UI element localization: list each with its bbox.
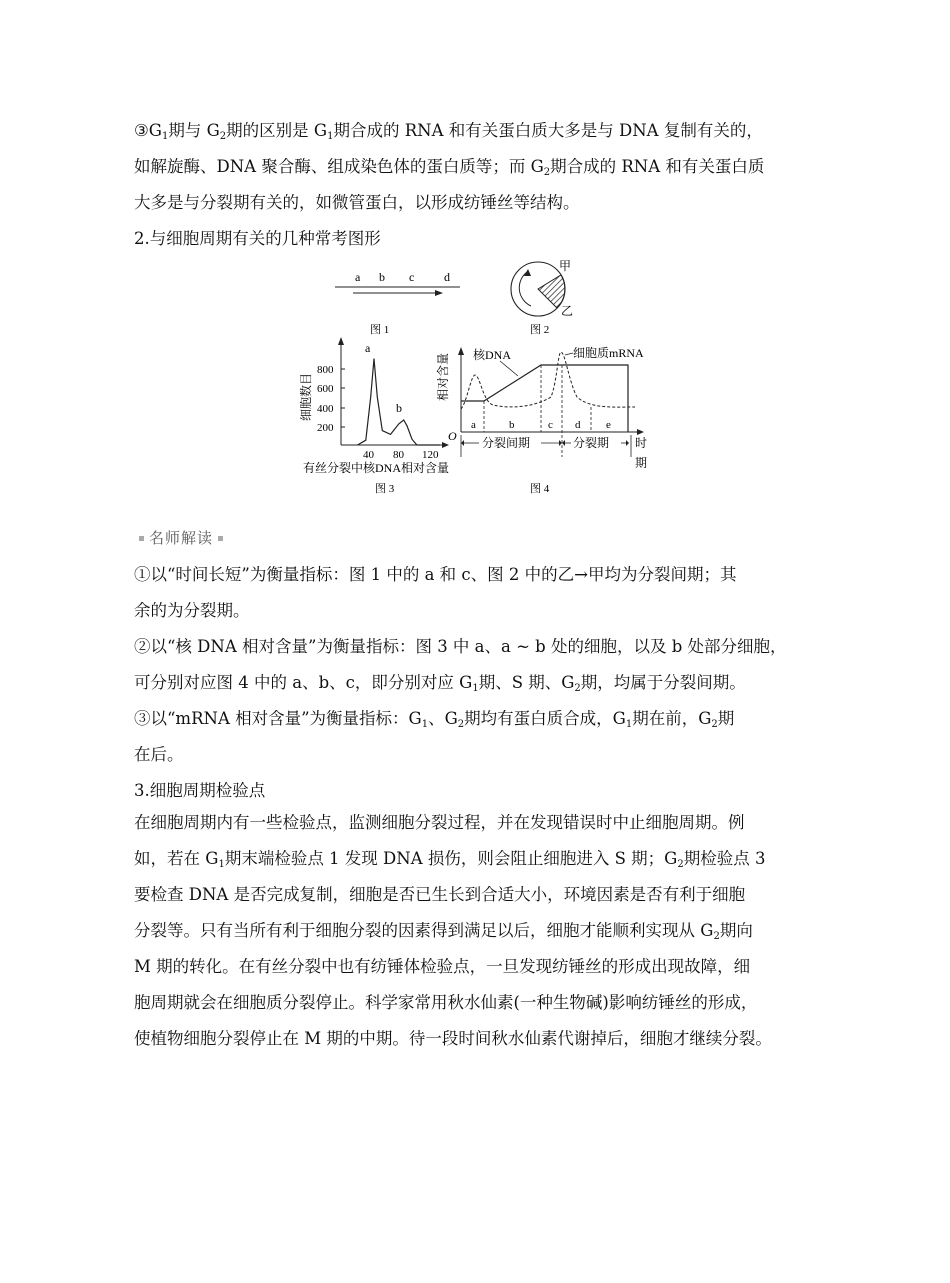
fig2-label-yi: 乙 xyxy=(561,304,574,318)
text-line: 在后。 xyxy=(134,745,184,764)
fig3-xtick: 120 xyxy=(422,449,439,461)
text-line: 要检查 DNA 是否完成复制，细胞是否已生长到合适大小，环境因素是否有利于细胞 xyxy=(134,885,746,904)
fig4-seg-b: b xyxy=(509,419,515,431)
fig4-time-label-2: 期 xyxy=(635,456,648,470)
fig1-label-d: d xyxy=(444,270,450,284)
fig3-ytick: 200 xyxy=(317,422,334,434)
fig4-interphase: 分裂间期 xyxy=(482,436,531,450)
figure-3 xyxy=(298,337,449,495)
section-tag-expert-reading: 名师解读 xyxy=(134,527,228,548)
cell-cycle-figures xyxy=(295,257,665,502)
fig3-ytick: 400 xyxy=(317,403,334,415)
text-line: 在细胞周期内有一些检验点，监测细胞分裂过程，并在发现错误时中止细胞周期。例 xyxy=(134,813,745,832)
figure-4 xyxy=(435,345,647,495)
fig4-seg-a: a xyxy=(471,419,476,431)
section-heading-figures: 2.与细胞周期有关的几种常考图形 xyxy=(134,229,381,248)
fig1-caption: 图 1 xyxy=(370,324,390,336)
fig4-label-dna: 核DNA xyxy=(473,348,511,362)
fig4-time-label-1: 时 xyxy=(635,436,648,450)
fig2-caption: 图 2 xyxy=(530,324,550,336)
paragraph-expert-reading xyxy=(134,557,824,809)
fig1-label-a: a xyxy=(355,270,361,284)
fig3-peak-b: b xyxy=(396,401,402,415)
fig3-caption: 图 3 xyxy=(375,483,395,495)
fig4-mitosis: 分裂期 xyxy=(573,436,610,450)
fig4-seg-e: e xyxy=(606,419,611,431)
fig3-ytick: 600 xyxy=(317,383,334,395)
fig3-xtick: 80 xyxy=(393,449,404,461)
fig4-label-mrna: 细胞质mRNA xyxy=(573,346,644,360)
text-line: 胞周期就会在细胞质分裂停止。科学家常用秋水仙素(一种生物碱)影响纺锤丝的形成， xyxy=(134,993,758,1012)
fig1-label-c: c xyxy=(409,270,415,284)
fig3-xlabel: 有丝分裂中核DNA相对含量 xyxy=(303,461,449,475)
text-line: ①以“时间长短”为衡量指标：图 1 中的 a 和 c、图 2 中的乙→甲均为分裂间期；其 xyxy=(134,565,737,584)
fig4-origin: O xyxy=(448,429,457,443)
figure-2 xyxy=(511,259,573,336)
fig3-peak-a: a xyxy=(365,341,371,355)
fig4-caption: 图 4 xyxy=(530,483,550,495)
fig2-label-jia: 甲 xyxy=(559,259,572,273)
text-line: 可分别对应图 4 中的 a、b、c，即分别对应 G1期、S 期、G2期，均属于分裂间期。 xyxy=(134,673,746,694)
text-line: ③以“mRNA 相对含量”为衡量指标：G1、G2期均有蛋白质合成，G1期在前，G2期 xyxy=(134,709,735,730)
text-line: 分裂等。只有当所有利于细胞分裂的因素得到满足以后，细胞才能顺利实现从 G2期向 xyxy=(134,921,753,942)
text-line: 如，若在 G1期末端检验点 1 发现 DNA 损伤，则会阻止细胞进入 S 期；G2期检验点 3 xyxy=(134,849,766,870)
fig4-seg-d: d xyxy=(575,419,581,431)
text-line: M 期的转化。在有丝分裂中也有纺锤体检验点，一旦发现纺锤丝的形成出现故障，细 xyxy=(134,957,751,976)
fig3-ylabel: 细胞数目 xyxy=(299,372,313,422)
paragraph-g1-g2-difference xyxy=(134,113,824,257)
text-line: 使植物细胞分裂停止在 M 期的中期。待一段时间秋水仙素代谢掉后，细胞才继续分裂。 xyxy=(134,1029,772,1048)
section-heading-checkpoints: 3.细胞周期检验点 xyxy=(134,781,266,800)
fig4-ylabel: 相对含量 xyxy=(436,352,450,402)
fig1-label-b: b xyxy=(379,270,385,284)
text-line: 余的为分裂期。 xyxy=(134,601,250,620)
fig4-seg-c: c xyxy=(548,419,553,431)
text-line: ③G1期与 G2期的区别是 G1期合成的 RNA 和有关蛋白质大多是与 DNA 复制有关的， xyxy=(134,121,763,142)
text-line: ②以“核 DNA 相对含量”为衡量指标：图 3 中 a、a ~ b 处的细胞，以及 b 处部分细胞， xyxy=(134,637,787,656)
fig3-ytick: 800 xyxy=(317,364,334,376)
text-line: 大多是与分裂期有关的，如微管蛋白，以形成纺锤丝等结构。 xyxy=(134,193,580,212)
text-line: 如解旋酶、DNA 聚合酶、组成染色体的蛋白质等；而 G2期合成的 RNA 和有关蛋白质 xyxy=(134,157,765,178)
fig3-xtick: 40 xyxy=(363,449,374,461)
fig4-dna-line xyxy=(461,365,628,432)
figure-1 xyxy=(335,270,460,336)
paragraph-checkpoints xyxy=(134,805,824,1057)
